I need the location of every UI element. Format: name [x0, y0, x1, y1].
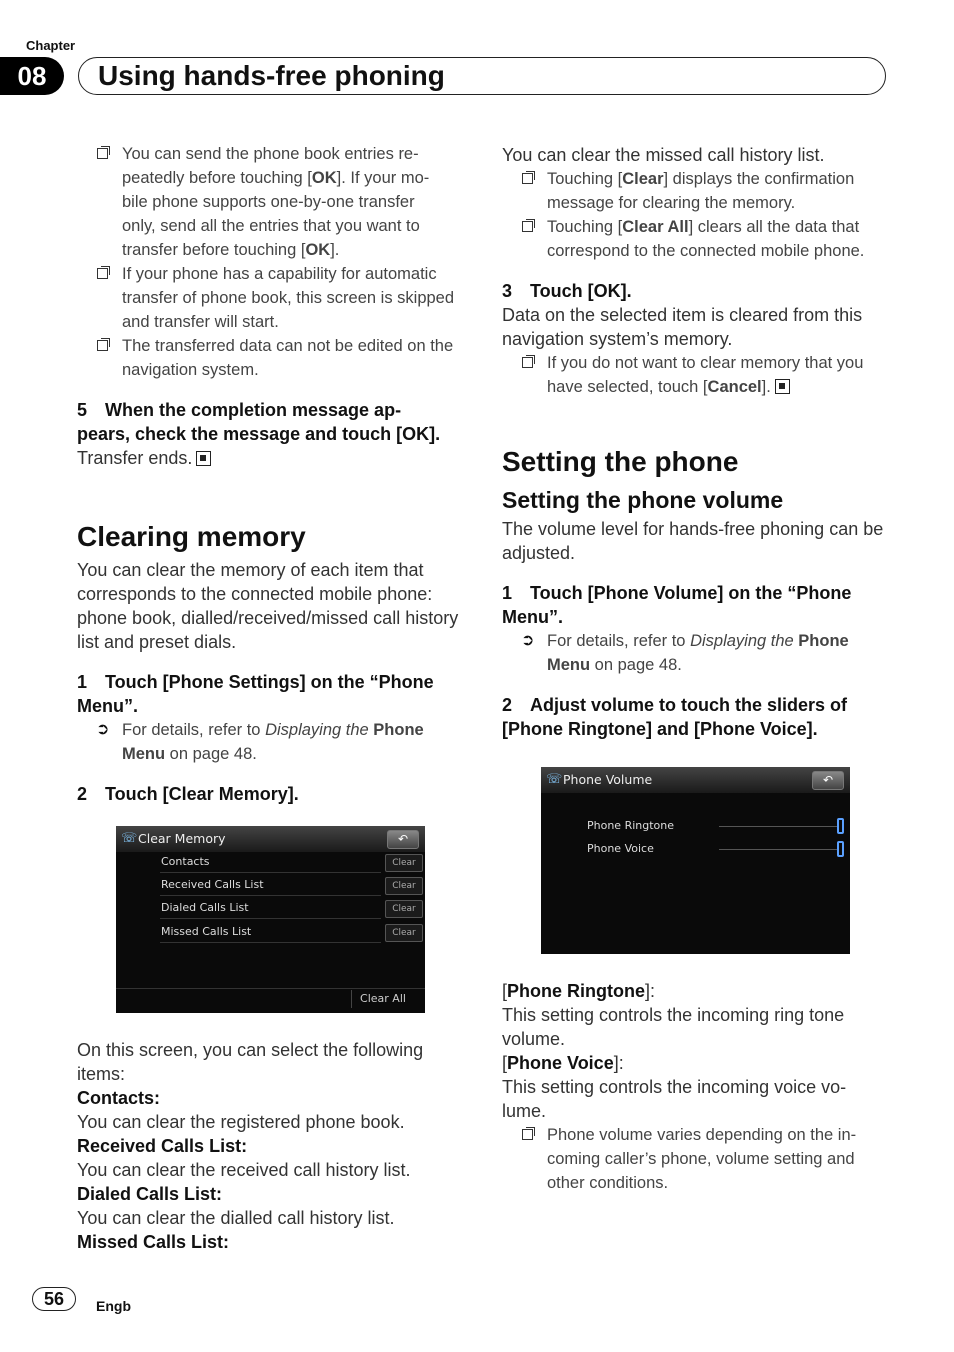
volume-intro: The volume level for hands-free phoning can be adjusted.	[502, 519, 884, 563]
note-cancel: If you do not want to clear memory that you have selected, touch [Cancel].	[502, 351, 894, 399]
setting-phone-heading: Setting the phone	[502, 446, 739, 477]
list-item: Contacts	[160, 852, 381, 873]
phone-volume-heading: Setting the phone volume	[502, 487, 784, 513]
item-desc: You can clear the received call history list.	[77, 1160, 411, 1180]
transfer-ends: Transfer ends.	[77, 446, 467, 470]
clear-all-button[interactable]: Clear All	[351, 990, 414, 1008]
step-2-clear-memory: 2 Touch [Clear Memory].	[77, 784, 299, 804]
note-volume-varies: Phone volume varies depending on the in- coming caller’s phone, volume setting and other conditions.	[502, 1123, 894, 1195]
right-column-bottom	[502, 979, 894, 1195]
note-auto-transfer: If your phone has a capability for automatic transfer of phone book, this screen is skipped and transfer will start.	[77, 262, 467, 334]
clear-dialed-button[interactable]: Clear	[385, 900, 423, 918]
reference-phone-menu: ➲ For details, refer to Displaying the Phone Menu on page 48.	[77, 718, 467, 766]
ringtone-label: Phone Ringtone	[587, 819, 675, 832]
checkbox-bullet-icon	[97, 340, 108, 351]
ringtone-term: [Phone Ringtone]:	[502, 981, 656, 1001]
end-mark-icon	[196, 451, 211, 466]
checkbox-bullet-icon	[522, 221, 533, 232]
step-3-ok: 3 Touch [OK].	[502, 281, 632, 301]
clear-memory-screenshot	[116, 826, 425, 1013]
item-desc: You can clear the dialled call history list.	[77, 1208, 395, 1228]
item-label: Received Calls List:	[77, 1136, 248, 1156]
voice-desc: This setting controls the incoming voice vo- lume.	[502, 1077, 847, 1121]
checkbox-bullet-icon	[97, 148, 108, 159]
voice-slider-track[interactable]	[719, 849, 837, 850]
chapter-title: Using hands-free phoning	[98, 60, 445, 91]
right-column	[502, 143, 894, 741]
checkbox-bullet-icon	[522, 173, 533, 184]
step-5: 5 When the completion message ap- pears, check the message and touch [OK].	[77, 400, 441, 444]
note-data-not-editable: The transferred data can not be edited on the navigation system.	[77, 334, 467, 382]
list-item: Missed Calls List	[160, 922, 381, 943]
back-button[interactable]: ↶	[812, 771, 844, 790]
ringtone-desc: This setting controls the incoming ring tone volume.	[502, 1005, 845, 1049]
ringtone-slider-thumb[interactable]	[837, 818, 844, 834]
voice-term: [Phone Voice]:	[502, 1053, 624, 1073]
item-label: Contacts:	[77, 1088, 161, 1108]
step-1-phone-settings: 1 Touch [Phone Settings] on the “Phone Menu”.	[77, 672, 434, 716]
voice-slider-thumb[interactable]	[837, 841, 844, 857]
step-2-adjust-volume: 2 Adjust volume to touch the sliders of [Phone Ringtone] and [Phone Voice].	[502, 695, 848, 739]
page-number: 56	[32, 1287, 76, 1311]
item-label: Dialed Calls List:	[77, 1184, 223, 1204]
divider	[116, 988, 425, 989]
screen-title: Phone Volume	[563, 772, 653, 787]
item-label: Missed Calls List:	[77, 1232, 230, 1252]
clear-contacts-button[interactable]: Clear	[385, 854, 423, 872]
phone-icon: ☏	[121, 831, 138, 846]
missed-desc: You can clear the missed call history list.	[502, 145, 825, 165]
clearing-memory-heading: Clearing memory	[77, 521, 306, 552]
reference-phone-menu: ➲ For details, refer to Displaying the Phone Menu on page 48.	[502, 629, 894, 677]
clear-missed-button[interactable]: Clear	[385, 924, 423, 942]
note-clear-all: Touching [Clear All] clears all the data that correspond to the connected mobile phone.	[502, 215, 894, 263]
checkbox-bullet-icon	[522, 1129, 533, 1140]
step-1-phone-volume: 1 Touch [Phone Volume] on the “Phone Menu”.	[502, 583, 852, 627]
note-send-entries: You can send the phone book entries re- peatedly before touching [OK]. If your mo- bile phone supports one-by-one transfer only, send all the entries that you want to transfer before touching [OK].	[77, 142, 467, 262]
back-button[interactable]: ↶	[387, 830, 419, 849]
checkbox-bullet-icon	[522, 357, 533, 368]
left-column	[77, 142, 467, 806]
after-screen-intro: On this screen, you can select the following items:	[77, 1040, 424, 1084]
item-desc: You can clear the registered phone book.	[77, 1112, 405, 1132]
ringtone-slider-track[interactable]	[719, 826, 837, 827]
list-item: Dialed Calls List	[160, 898, 381, 919]
step-3-desc: Data on the selected item is cleared from this navigation system’s memory.	[502, 305, 863, 349]
left-column-bottom	[77, 1038, 467, 1254]
chapter-number: 08	[0, 57, 64, 95]
arrow-bullet-icon: ➲	[521, 632, 535, 649]
end-mark-icon	[775, 379, 790, 394]
arrow-bullet-icon: ➲	[96, 721, 110, 738]
checkbox-bullet-icon	[97, 268, 108, 279]
chapter-label: Chapter	[26, 38, 76, 53]
phone-volume-screenshot	[541, 767, 850, 954]
phone-icon: ☏	[546, 772, 563, 787]
screen-title: Clear Memory	[138, 831, 226, 846]
note-clear: Touching [Clear] displays the confirmation message for clearing the memory.	[502, 167, 894, 215]
language-code: Engb	[96, 1298, 131, 1314]
list-item: Received Calls List	[160, 875, 381, 896]
clear-received-button[interactable]: Clear	[385, 877, 423, 895]
clearing-intro: You can clear the memory of each item that corresponds to the connected mobile phone: phone book, dialled/received/missed call history list and preset dials.	[77, 560, 459, 652]
voice-label: Phone Voice	[587, 842, 654, 855]
